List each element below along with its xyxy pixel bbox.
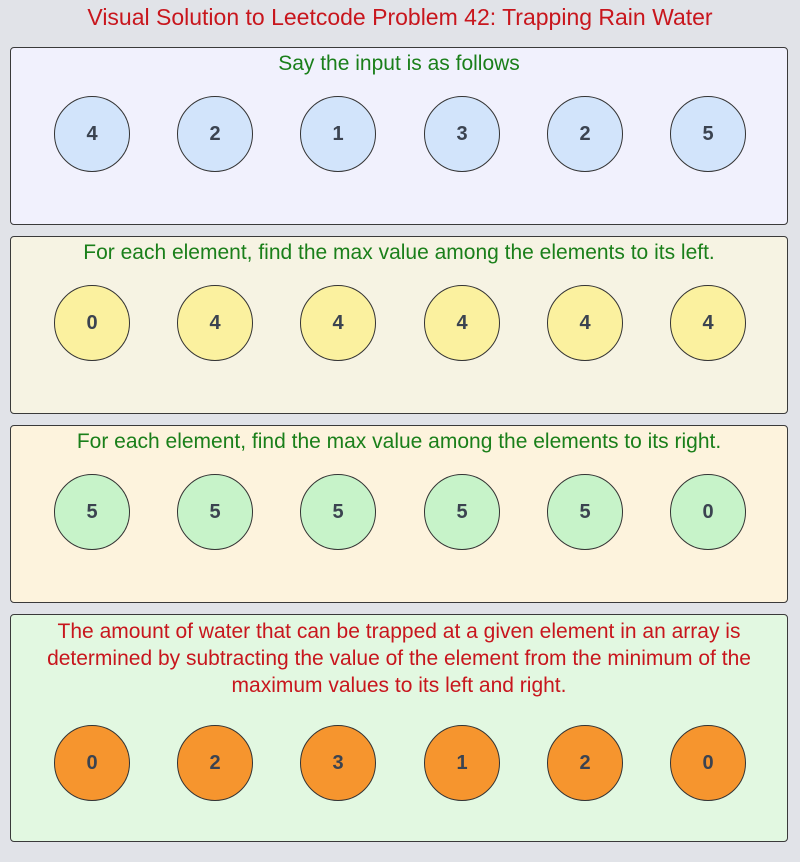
node-row: [11, 96, 787, 172]
left-max-node: 4: [177, 285, 253, 361]
trapped-water-node: 0: [670, 725, 746, 801]
node-row: [11, 285, 787, 361]
left-max-node: 4: [547, 285, 623, 361]
left-max-node: 4: [424, 285, 500, 361]
page-title: Visual Solution to Leetcode Problem 42: Trapping Rain Water: [87, 4, 713, 30]
node-row: [11, 474, 787, 550]
right-max-panel: [10, 425, 788, 603]
right-max-node: 5: [424, 474, 500, 550]
panel-caption: Say the input is as follows: [278, 52, 520, 75]
array-node: 5: [670, 96, 746, 172]
trapped-water-panel: [10, 614, 788, 842]
right-max-node: 5: [177, 474, 253, 550]
input-array-panel: [10, 47, 788, 225]
array-node: 3: [424, 96, 500, 172]
right-max-node: 5: [54, 474, 130, 550]
left-max-panel: [10, 236, 788, 414]
right-max-node: 5: [547, 474, 623, 550]
left-max-node: 4: [670, 285, 746, 361]
array-node: 2: [177, 96, 253, 172]
left-max-node: 4: [300, 285, 376, 361]
array-node: 4: [54, 96, 130, 172]
trapped-water-node: 1: [424, 725, 500, 801]
right-max-node: 5: [300, 474, 376, 550]
node-row: [11, 725, 787, 801]
trapped-water-node: 2: [177, 725, 253, 801]
panel-caption: For each element, find the max value among the elements to its left.: [83, 241, 715, 264]
trapped-water-node: 2: [547, 725, 623, 801]
array-node: 2: [547, 96, 623, 172]
left-max-node: 0: [54, 285, 130, 361]
right-max-node: 0: [670, 474, 746, 550]
trapped-water-node: 0: [54, 725, 130, 801]
trapped-water-node: 3: [300, 725, 376, 801]
panel-caption: For each element, find the max value among the elements to its right.: [76, 430, 722, 453]
panel-caption: The amount of water that can be trapped at a given element in an array is determined by subtracting the value of the element from the minimum of the maximum values to its left and right.: [47, 620, 751, 697]
array-node: 1: [300, 96, 376, 172]
